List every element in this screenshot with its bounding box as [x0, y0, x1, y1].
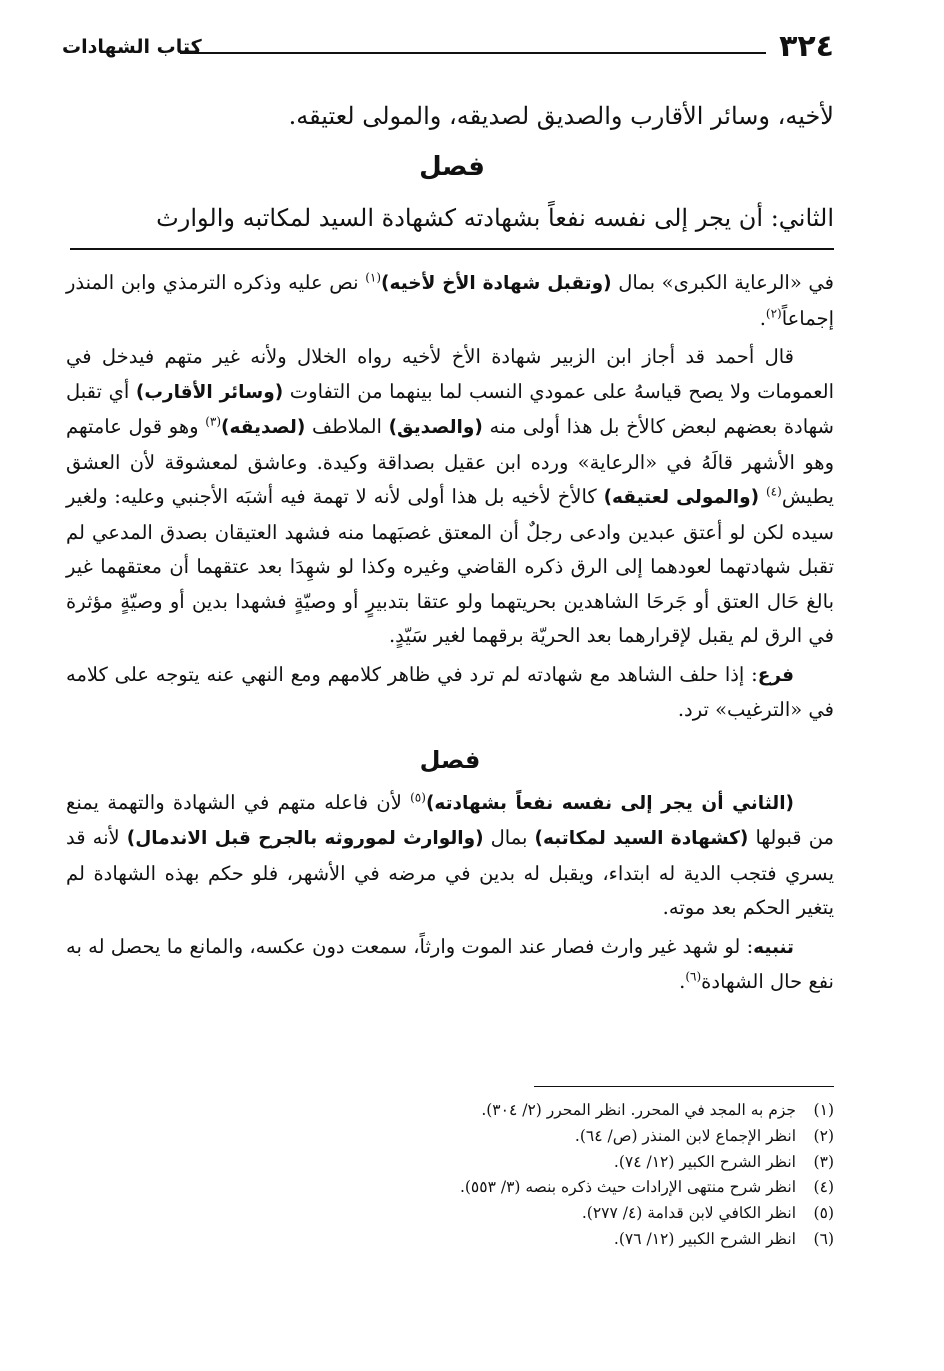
running-header: [62, 28, 834, 68]
commentary-paragraph-2: [66, 340, 834, 654]
commentary-text: بمال: [483, 826, 535, 849]
commentary-text: الملاطف: [305, 415, 389, 438]
commentary-text: .: [759, 306, 766, 330]
commentary-paragraph-3: [66, 658, 834, 728]
footnote-text: جزم به المجد في المحرر. انظر المحرر (٢/ ٣٠٤).: [481, 1101, 796, 1119]
footnote-number: (٢): [813, 1126, 834, 1145]
footnote-number: (٥): [813, 1204, 834, 1223]
footnote-ref-2: (٢): [765, 306, 782, 320]
quoted-matn: (وتقبل شهادة الأخ لأخيه): [381, 273, 612, 294]
book-title: كتاب الشهادات: [62, 36, 202, 58]
note-label: تنبيه: [753, 936, 794, 958]
quoted-matn: (كشهادة السيد لمكاتبه): [534, 828, 749, 849]
footnote-ref-6: (٦): [685, 969, 702, 984]
commentary-text: لأنه قد يسري فتجب الدية له ابتداء، ويقبل له بدين في مرضه في الأشهر، فلو حكم بهذه الشهادة لم يتغير الحكم بعد موته.: [66, 826, 834, 919]
footnote-ref-4: (٤): [765, 484, 782, 499]
commentary-text: في «الرعاية الكبرى» بمال: [611, 271, 834, 294]
page-number: ٣٢٤: [779, 29, 834, 64]
footnotes: [334, 1098, 834, 1253]
footnote-text: انظر الإجماع لابن المنذر (ص/ ٦٤).: [574, 1126, 796, 1145]
footnote-text: انظر شرح منتهى الإرادات حيث ذكره بنصه (٣/ ٥٥٣).: [459, 1178, 796, 1197]
commentary-text: أي تقبل شهادة بعضهم لبعض كالأخ بل هذا أولى منه: [66, 379, 834, 438]
main-text-line-2: الثاني: أن يجر إلى نفسه نفعاً بشهادته كشهادة السيد لمكاتبه والوارث: [156, 204, 834, 232]
quoted-matn: (الثاني أن يجر إلى نفسه نفعاً بشهادته): [425, 792, 794, 814]
commentary: [66, 266, 834, 1000]
footnote-ref-5: (٥): [410, 790, 426, 804]
quoted-matn: (وسائر الأقارب): [135, 381, 284, 403]
footnote: [334, 1227, 834, 1253]
commentary-text: [759, 485, 766, 508]
footnote: [334, 1150, 834, 1176]
main-text-line-1: لأخيه، وسائر الأقارب والصديق لصديقه، والمولى لعتيقه.: [288, 102, 834, 130]
footnote: [334, 1175, 834, 1201]
commentary-text: قال أحمد قد أجاز ابن الزبير شهادة الأخ لأخيه رواه الخلال ولأنه غير متهم فيدخل في العمومات ولا يصح قياسهُ على عمودي النسب لما بينهما من التفاوت: [66, 345, 834, 403]
footnote: [334, 1124, 834, 1150]
quoted-matn: (لصديقه): [221, 417, 306, 438]
quoted-matn: (والمولى لعتيقه): [603, 487, 760, 508]
commentary-text: .: [679, 970, 686, 993]
quoted-matn: (والصديق): [388, 417, 483, 438]
footnote-number: (٣): [813, 1152, 834, 1171]
commentary-text: : إذا حلف الشاهد مع شهادته لم ترد في ظاهر كلامهم ومع النهي عنه يتوجه على كلامه في «الترغيب» ترد.: [66, 662, 834, 721]
text-commentary-divider: [70, 248, 834, 250]
commentary-paragraph-1: [66, 266, 834, 336]
footnote-text: انظر الشرح الكبير (١٢/ ٧٤).: [613, 1152, 796, 1171]
commentary-section-title: فصل: [419, 745, 481, 774]
footnotes-rule: [534, 1086, 834, 1087]
commentary-paragraph-4: [66, 786, 834, 926]
commentary-text: وهو قول عامتهم وهو الأشهر قالَهُ في «الرعاية» ورده ابن عقيل بصداقة وكيدة. وعاشق لمعشوقة لأن العشق يطيش: [66, 415, 834, 508]
footnote-text: انظر الكافي لابن قدامة (٤/ ٢٧٧).: [581, 1204, 796, 1223]
commentary-text: لأن فاعله متهم في الشهادة والتهمة يمنع من قبولها: [66, 790, 834, 849]
header-rule: [180, 52, 766, 54]
commentary-text: نص عليه وذكره الترمذي وابن المنذر إجماعاً: [66, 271, 834, 330]
footnote-ref-3: (٣): [205, 414, 222, 429]
commentary-paragraph-5: [66, 930, 834, 1000]
section-title: فصل: [419, 152, 485, 182]
commentary-text: : لو شهد غير وارث فصار عند الموت وارثاً، سمعت دون عكسه، والمانع ما يحصل له به نفع حال الشهادة: [66, 934, 834, 993]
main-text: [70, 90, 834, 244]
footnote-ref-1: (١): [365, 270, 382, 285]
quoted-matn: (والوارث لموروثه بالجرح قبل الاندمال): [126, 828, 484, 849]
footnote: [334, 1201, 834, 1227]
footnote-number: (٤): [813, 1178, 834, 1197]
footnote: [334, 1098, 834, 1124]
footnote-text: انظر الشرح الكبير (١٢/ ٧٦).: [613, 1229, 796, 1248]
commentary-text: كالأخ لأخيه بل هذا أولى لأنه لا تهمة فيه أشبَه الأجنبي وعليه: ولغير سيده لكن لو أعتق عبدين وادعى رجلٌ أن المعتق غصبَهما منه فشهد العتيقان بصدق المدعي لم تقبل شهادتهما لعودهما إلى الرق ذكره القاضي وغيره وكذا لو شهِدَا بعد عتقهما أن معتقهما غير بالغ حَال العتق أو جَرحَا الشاهدين بحريتهما ولو عتقا بتدبيرٍ أو وصيّةٍ فشهدا بدين أو وصيّةٍ مؤثرة في الرق لم يقبل لإقرارهما بعد الحريّة برقهما لغير سَيّدٍ.: [66, 485, 835, 647]
footnote-number: (٦): [813, 1229, 834, 1248]
footnote-number: (١): [813, 1101, 834, 1119]
branch-label: فرع: [757, 664, 794, 686]
